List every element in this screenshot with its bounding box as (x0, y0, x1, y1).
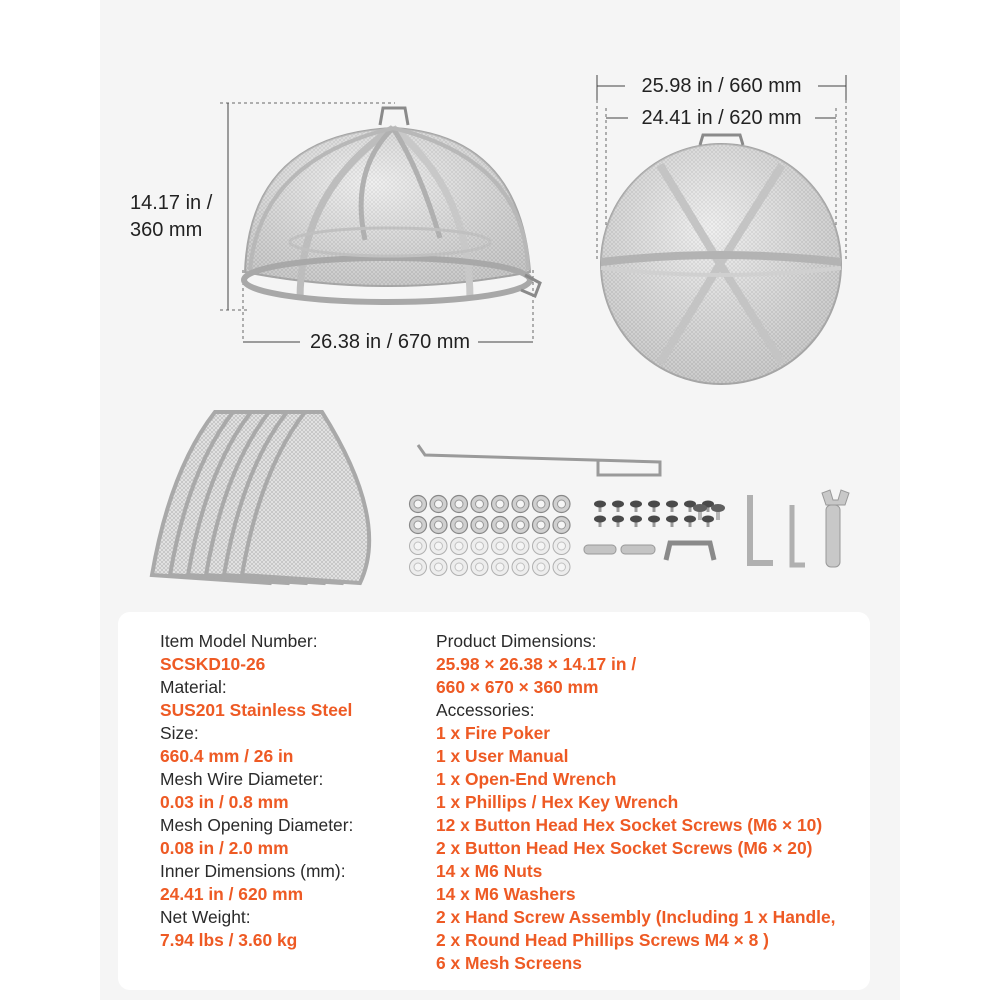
screw (594, 501, 606, 513)
screw (666, 516, 678, 528)
spec-value-wire-diameter: 0.03 in / 0.8 mm (160, 792, 289, 812)
spec-column-left (160, 630, 353, 952)
spec-value-product-dimensions-mm: 660 × 670 × 360 mm (436, 677, 599, 697)
spec-column-right (436, 630, 835, 975)
dimension-inner-diameter-label: 24.41 in / 620 mm (641, 107, 802, 129)
washer (471, 559, 488, 576)
accessory-item: 1 x Fire Poker (436, 723, 551, 743)
spec-label-size: Size: (160, 723, 199, 743)
nut (512, 496, 529, 513)
spec-value-opening-diameter: 0.08 in / 2.0 mm (160, 838, 289, 858)
washer (410, 538, 427, 555)
nut (533, 517, 550, 534)
nut (430, 517, 447, 534)
spec-label-opening-diameter: Mesh Opening Diameter: (160, 815, 354, 835)
washer (471, 538, 488, 555)
washer (430, 559, 447, 576)
accessory-item: 14 x M6 Washers (436, 884, 576, 904)
washer (451, 559, 468, 576)
nut (471, 496, 488, 513)
nut (492, 496, 509, 513)
nut (451, 496, 468, 513)
nut (410, 517, 427, 534)
nut (553, 517, 570, 534)
screw (612, 516, 624, 528)
nut (492, 517, 509, 534)
screw (630, 501, 642, 513)
spec-label-material: Material: (160, 677, 227, 697)
spec-label-model: Item Model Number: (160, 631, 318, 651)
nut (512, 517, 529, 534)
spec-label-wire-diameter: Mesh Wire Diameter: (160, 769, 324, 789)
nut (410, 496, 427, 513)
washer (533, 559, 550, 576)
spec-value-size: 660.4 mm / 26 in (160, 746, 294, 766)
spec-value-product-dimensions-in: 25.98 × 26.38 × 14.17 in / (436, 654, 637, 674)
dimension-height-mm-label: 360 mm (130, 219, 203, 241)
accessory-item: 12 x Button Head Hex Socket Screws (M6 × 10) (436, 815, 823, 835)
nut (430, 496, 447, 513)
screw (648, 501, 660, 513)
accessory-item: 1 x Phillips / Hex Key Wrench (436, 792, 679, 812)
spec-value-material: SUS201 Stainless Steel (160, 700, 353, 720)
screw (630, 516, 642, 528)
spec-card (118, 612, 870, 990)
accessory-item: 2 x Button Head Hex Socket Screws (M6 × 20) (436, 838, 813, 858)
accessory-item: 2 x Round Head Phillips Screws M4 × 8 ) (436, 930, 769, 950)
spec-label-accessories: Accessories: (436, 700, 535, 720)
spec-label-inner-dimensions: Inner Dimensions (mm): (160, 861, 346, 881)
washer (410, 559, 427, 576)
accessory-item: 6 x Mesh Screens (436, 953, 582, 973)
accessory-item: 14 x M6 Nuts (436, 861, 543, 881)
screw (612, 501, 624, 513)
accessory-item: 1 x Open-End Wrench (436, 769, 617, 789)
washer (553, 559, 570, 576)
washer (512, 538, 529, 555)
spec-value-model: SCSKD10-26 (160, 654, 266, 674)
washer (451, 538, 468, 555)
screw (648, 516, 660, 528)
dimension-outer-diameter-label: 25.98 in / 660 mm (641, 75, 802, 97)
washer (553, 538, 570, 555)
spec-value-inner-dimensions: 24.41 in / 620 mm (160, 884, 304, 904)
dimension-height-label: 14.17 in / (130, 192, 213, 214)
nut (451, 517, 468, 534)
screw (684, 516, 696, 528)
washer (492, 559, 509, 576)
accessory-item: 2 x Hand Screw Assembly (Including 1 x Handle, (436, 907, 836, 927)
washer (492, 538, 509, 555)
screw (594, 516, 606, 528)
spec-label-net-weight: Net Weight: (160, 907, 251, 927)
spec-value-net-weight: 7.94 lbs / 3.60 kg (160, 930, 298, 950)
washer (512, 559, 529, 576)
screw (702, 516, 714, 528)
washer (430, 538, 447, 555)
nut (533, 496, 550, 513)
washer (533, 538, 550, 555)
dimension-base-width-label: 26.38 in / 670 mm (310, 331, 471, 353)
accessory-item: 1 x User Manual (436, 746, 569, 766)
screw (666, 501, 678, 513)
spec-label-product-dimensions: Product Dimensions: (436, 631, 597, 651)
nut (471, 517, 488, 534)
nut (553, 496, 570, 513)
